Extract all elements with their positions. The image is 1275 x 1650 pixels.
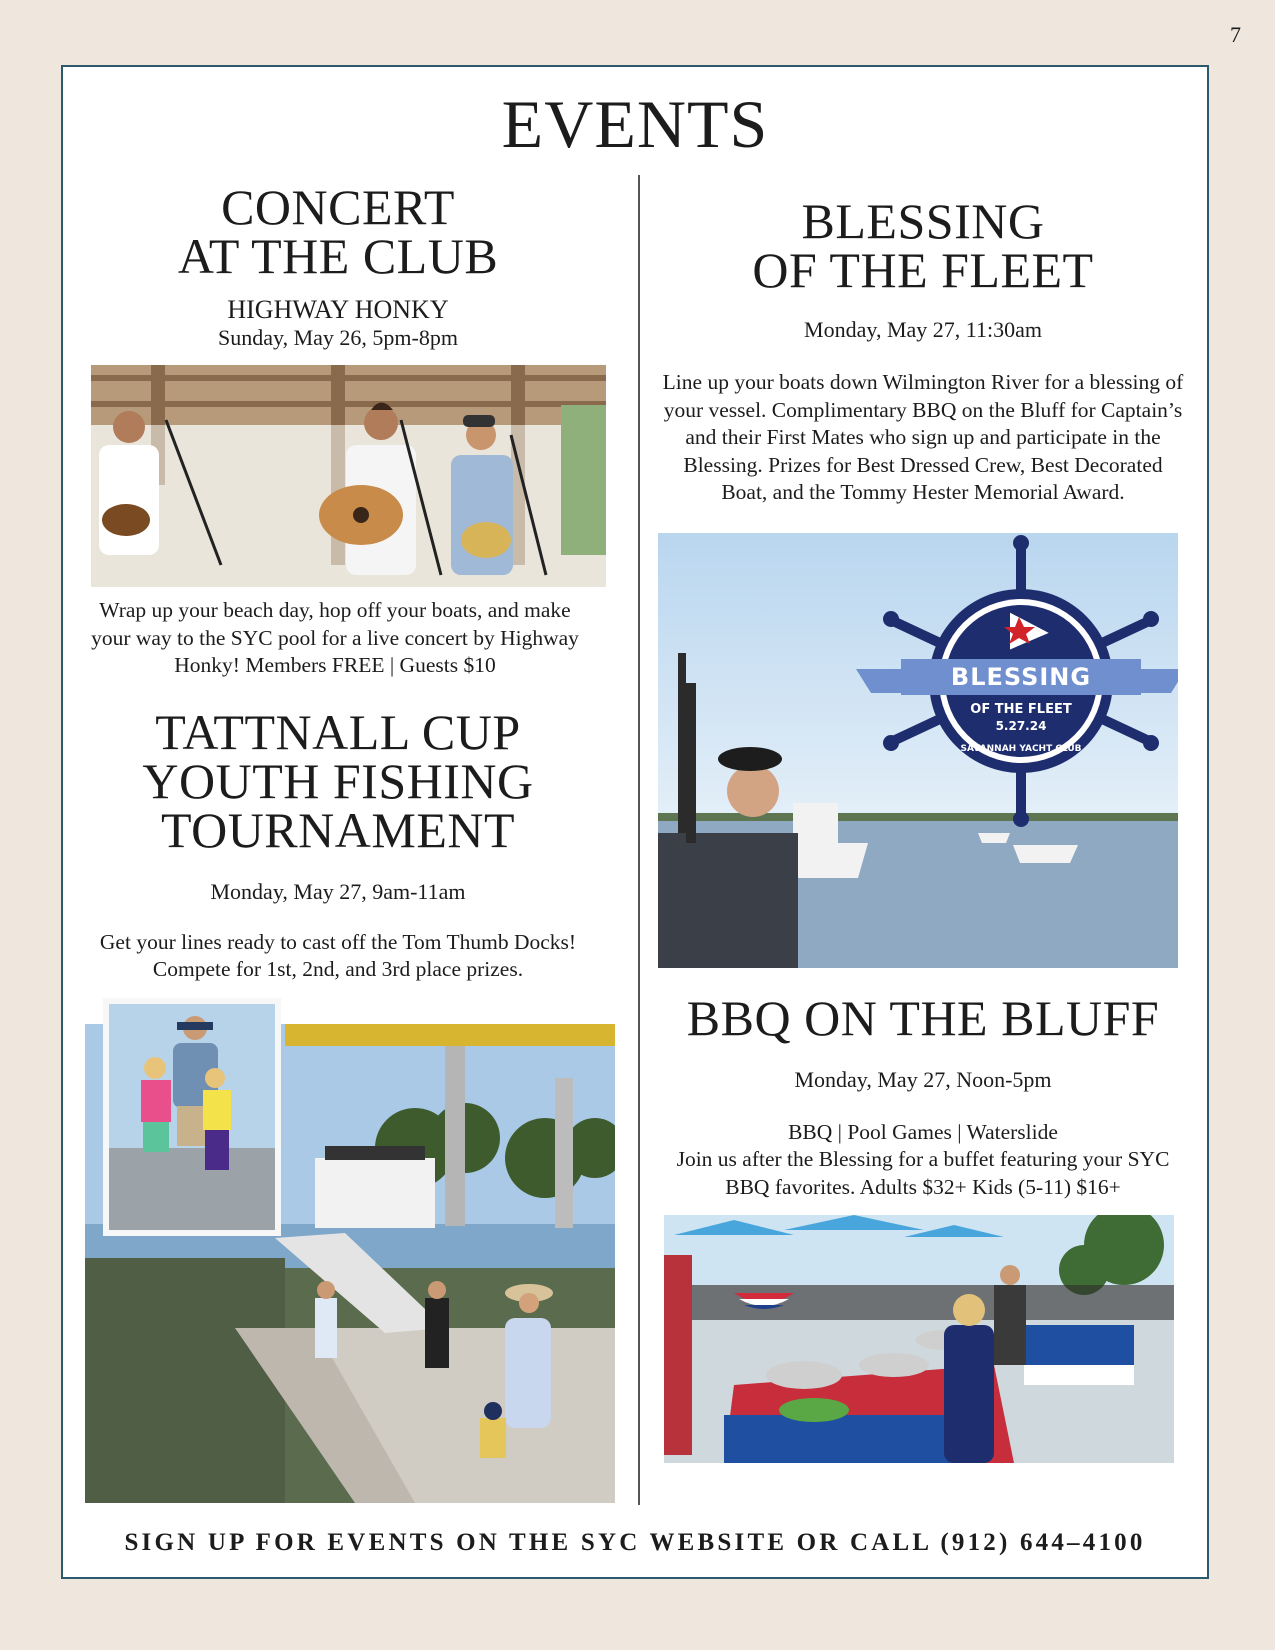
blessing-heading-line2: OF THE FLEET	[752, 242, 1094, 298]
concert-heading-line2: AT THE CLUB	[177, 228, 499, 284]
column-divider	[638, 175, 640, 1505]
bbq-section	[658, 989, 1188, 1464]
band-photo	[91, 365, 606, 587]
tattnall-heading-line1: TATTNALL CUP	[155, 703, 521, 760]
blessing-photo	[658, 533, 1178, 968]
bbq-date: Monday, May 27, Noon-5pm	[794, 1066, 1052, 1092]
logo-sub-text: OF THE FLEET	[970, 701, 1072, 717]
logo-banner-text: BLESSING	[950, 662, 1092, 691]
concert-description: Wrap up your beach day, hop off your boats, and make your way to the SYC pool for a live concert by Highway Honky! Members FREE | Guests $10	[91, 598, 579, 678]
tattnall-date: Monday, May 27, 9am-11am	[210, 878, 466, 904]
tattnall-heading	[83, 703, 593, 858]
right-column	[658, 177, 1188, 1463]
logo-ring-text: SAVANNAH YACHT CLUB	[960, 743, 1082, 754]
tattnall-description: Get your lines ready to cast off the Tom Thumb Docks! Compete for 1st, 2nd, and 3rd place prizes.	[99, 929, 577, 982]
blessing-date: Monday, May 27, 11:30am	[804, 317, 1042, 342]
blessing-heading-line1: BLESSING	[801, 193, 1045, 249]
logo-date-text: 5.27.24	[995, 718, 1047, 733]
signup-footer: SIGN UP FOR EVENTS ON THE SYC WEBSITE OR CALL (912) 644–4100	[124, 1529, 1146, 1556]
concert-heading-line1: CONCERT	[221, 179, 455, 235]
events-frame	[61, 65, 1209, 1579]
tattnall-heading-line2: YOUTH FISHING	[142, 752, 534, 809]
bbq-heading: BBQ ON THE BLUFF	[686, 989, 1160, 1046]
bbq-activities: BBQ | Pool Games | Waterslide	[788, 1119, 1058, 1144]
tattnall-section	[83, 703, 593, 1503]
page-number: 7	[1230, 22, 1241, 47]
concert-section	[83, 179, 593, 680]
left-column	[83, 177, 593, 1503]
concert-date: Sunday, May 26, 5pm-8pm	[218, 325, 458, 350]
blessing-heading	[658, 193, 1188, 298]
bbq-description: Join us after the Blessing for a buffet featuring your SYC BBQ favorites. Adults $32+ Kids (5-11) $16+	[676, 1147, 1170, 1199]
blessing-section	[658, 193, 1188, 968]
concert-heading	[83, 179, 593, 284]
blessing-description: Line up your boats down Wilmington River for a blessing of your vessel. Complimentary BBQ on the Bluff for Captain’s and their First Mates who sign up and participate in the Blessing. Prizes for Best Dressed Crew, Best Decorated Boat, and the Tommy Hester Memorial Award.	[662, 370, 1184, 505]
fishing-photo	[85, 998, 615, 1503]
page-title: EVENTS	[501, 86, 769, 162]
tattnall-heading-line3: TOURNAMENT	[160, 801, 516, 858]
bbq-photo	[664, 1215, 1174, 1463]
concert-band-name: HIGHWAY HONKY	[227, 295, 449, 324]
